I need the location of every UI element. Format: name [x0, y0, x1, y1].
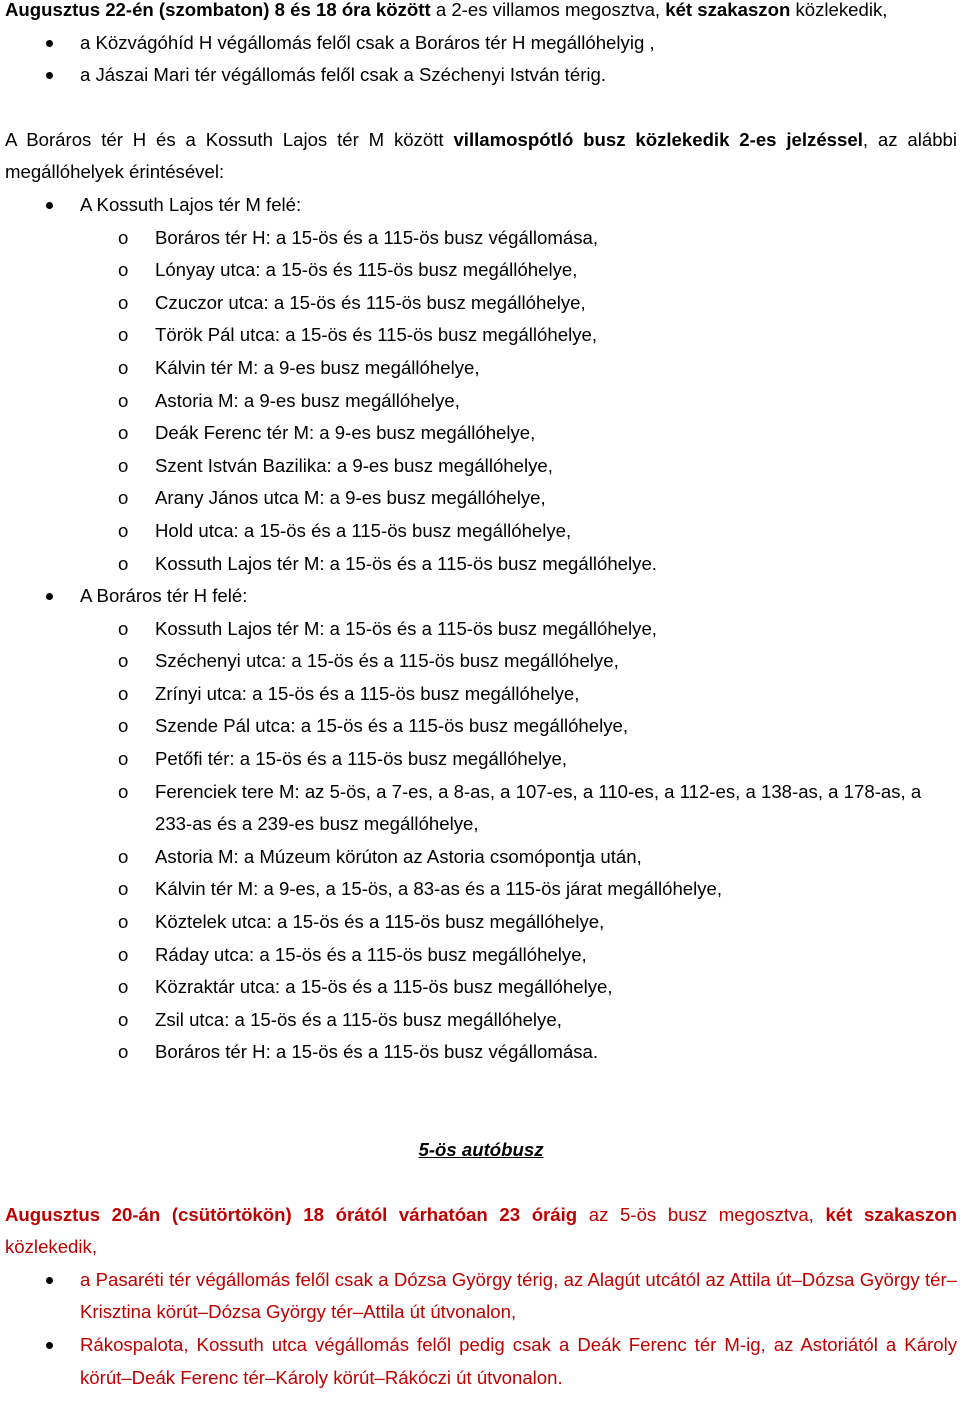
stop-item: o Ferenciek tere M: az 5-ös, a 7-es, a 8-as, a 107-es, a 110-es, a 112-es, a 138-as, a 178-as, a 233-as és a 239-es busz megállóhelye,: [5, 776, 957, 841]
tram-sections-list: [5, 27, 957, 92]
stop-item: o Hold utca: a 15-ös és a 115-ös busz megállóhelye,: [5, 515, 957, 548]
tram-intro-text: a 2-es villamos megosztva,: [430, 0, 666, 20]
list-item: Rákospalota, Kossuth utca végállomás felől pedig csak a Deák Ferenc tér M-ig, az Astoriától a Károly körút–Deák Ferenc tér–Károly körút–Rákóczi út útvonalon.: [5, 1329, 957, 1394]
stop-item: o Kálvin tér M: a 9-es busz megállóhelye,: [5, 352, 957, 385]
spacer: [5, 1069, 957, 1134]
bullet-icon: [46, 72, 53, 79]
spacer: [5, 1167, 957, 1199]
bus5-heading: 5-ös autóbusz: [418, 1139, 544, 1160]
circle-bullet-icon: o: [118, 422, 129, 444]
stop-item: o Zsil utca: a 15-ös és a 115-ös busz megállóhelye,: [5, 1004, 957, 1037]
circle-bullet-icon: o: [118, 878, 129, 900]
direction-kossuth: [5, 189, 957, 580]
stop-item: o Boráros tér H: a 15-ös és a 115-ös busz végállomása.: [5, 1036, 957, 1069]
circle-bullet-icon: o: [118, 356, 129, 378]
circle-bullet-icon: o: [118, 715, 129, 737]
circle-bullet-icon: o: [118, 650, 129, 672]
stop-item: o Petőfi tér: a 15-ös és a 115-ös busz megállóhelye,: [5, 743, 957, 776]
replacement-bus-label: villamospótló busz közlekedik 2-es jelzéssel: [453, 128, 863, 150]
document-page: [5, 0, 957, 1394]
directions-list: [5, 189, 957, 1069]
stop-item: o Szende Pál utca: a 15-ös és a 115-ös busz megállóhelye,: [5, 710, 957, 743]
tram-split-label: két szakaszon: [665, 0, 791, 20]
bullet-icon: [46, 1277, 53, 1284]
circle-bullet-icon: o: [118, 552, 129, 574]
tram-date: Augusztus 22-én (szombaton) 8 és 18 óra között: [5, 0, 431, 20]
circle-bullet-icon: o: [118, 454, 129, 476]
list-item: a Közvágóhíd H végállomás felől csak a Boráros tér H megállóhelyig ,: [5, 27, 957, 60]
stop-item: o Lónyay utca: a 15-ös és 115-ös busz megállóhelye,: [5, 254, 957, 287]
circle-bullet-icon: o: [118, 259, 129, 281]
stop-item: o Köztelek utca: a 15-ös és a 115-ös busz megállóhelye,: [5, 906, 957, 939]
circle-bullet-icon: o: [118, 617, 129, 639]
spacer: [5, 92, 957, 124]
circle-bullet-icon: o: [118, 519, 129, 541]
circle-bullet-icon: o: [118, 682, 129, 704]
bullet-icon: [46, 202, 53, 209]
bus5-sections-list: [5, 1264, 957, 1394]
stop-item: o Közraktár utca: a 15-ös és a 115-ös busz megállóhelye,: [5, 971, 957, 1004]
circle-bullet-icon: o: [118, 487, 129, 509]
bullet-icon: [46, 593, 53, 600]
circle-bullet-icon: o: [118, 1041, 129, 1063]
stops-list-kossuth: [80, 222, 957, 581]
stop-item: o Astoria M: a 9-es busz megállóhelye,: [5, 385, 957, 418]
stop-item: o Szent István Bazilika: a 9-es busz megállóhelye,: [5, 450, 957, 483]
direction-label: A Boráros tér H felé:: [80, 585, 248, 607]
circle-bullet-icon: o: [118, 291, 129, 313]
stop-item: o Zrínyi utca: a 15-ös és a 115-ös busz megállóhelye,: [5, 678, 957, 711]
circle-bullet-icon: o: [118, 324, 129, 346]
tram-intro-paragraph: [5, 0, 957, 27]
circle-bullet-icon: o: [118, 845, 129, 867]
stop-item: o Kossuth Lajos tér M: a 15-ös és a 115-ös busz megállóhelye,: [5, 613, 957, 646]
stop-item: o Török Pál utca: a 15-ös és 115-ös busz megállóhelye,: [5, 319, 957, 352]
bullet-icon: [46, 1342, 53, 1349]
list-item: a Pasaréti tér végállomás felől csak a Dózsa György térig, az Alagút utcától az Attila út–Dózsa György tér–Krisztina körút–Dózsa György tér–Attila út útvonalon,: [5, 1264, 957, 1329]
circle-bullet-icon: o: [118, 780, 129, 802]
stop-item: o Deák Ferenc tér M: a 9-es busz megállóhelye,: [5, 417, 957, 450]
direction-boraros: [5, 580, 957, 1069]
circle-bullet-icon: o: [118, 943, 129, 965]
circle-bullet-icon: o: [118, 976, 129, 998]
stop-item: o Astoria M: a Múzeum körúton az Astoria csomópontja után,: [5, 841, 957, 874]
bus5-date: Augusztus 20-án (csütörtökön) 18 órától várhatóan 23 óráig: [5, 1203, 578, 1225]
bullet-icon: [46, 40, 53, 47]
stop-item: o Kálvin tér M: a 9-es, a 15-ös, a 83-as és a 115-ös járat megállóhelye,: [5, 873, 957, 906]
stop-item: o Ráday utca: a 15-ös és a 115-ös busz megállóhelye,: [5, 939, 957, 972]
stop-item: o Kossuth Lajos tér M: a 15-ös és a 115-ös busz megállóhelye.: [5, 548, 957, 581]
list-item: a Jászai Mari tér végállomás felől csak a Széchenyi István térig.: [5, 59, 957, 92]
circle-bullet-icon: o: [118, 389, 129, 411]
stop-item: o Arany János utca M: a 9-es busz megállóhelye,: [5, 482, 957, 515]
stop-item: o Boráros tér H: a 15-ös és a 115-ös busz végállomása,: [5, 222, 957, 255]
circle-bullet-icon: o: [118, 748, 129, 770]
circle-bullet-icon: o: [118, 911, 129, 933]
stop-item: o Czuczor utca: a 15-ös és 115-ös busz megállóhelye,: [5, 287, 957, 320]
bus5-split-label: két szakaszon: [825, 1203, 957, 1225]
stop-item: o Széchenyi utca: a 15-ös és a 115-ös busz megállóhelye,: [5, 645, 957, 678]
tram-intro-tail: közlekedik,: [790, 0, 888, 20]
circle-bullet-icon: o: [118, 1008, 129, 1030]
replacement-bus-paragraph: A Boráros tér H és a Kossuth Lajos tér M között villamospótló busz közlekedik 2-es jelzéssel, az alábbi megállóhelyek érintésével:: [5, 128, 958, 183]
stops-list-boraros: [80, 613, 957, 1069]
bus5-intro-paragraph: Augusztus 20-án (csütörtökön) 18 órától várhatóan 23 óráig az 5-ös busz megosztva, két szakaszon közlekedik,: [5, 1203, 957, 1258]
direction-label: A Kossuth Lajos tér M felé:: [80, 193, 302, 215]
circle-bullet-icon: o: [118, 226, 129, 248]
